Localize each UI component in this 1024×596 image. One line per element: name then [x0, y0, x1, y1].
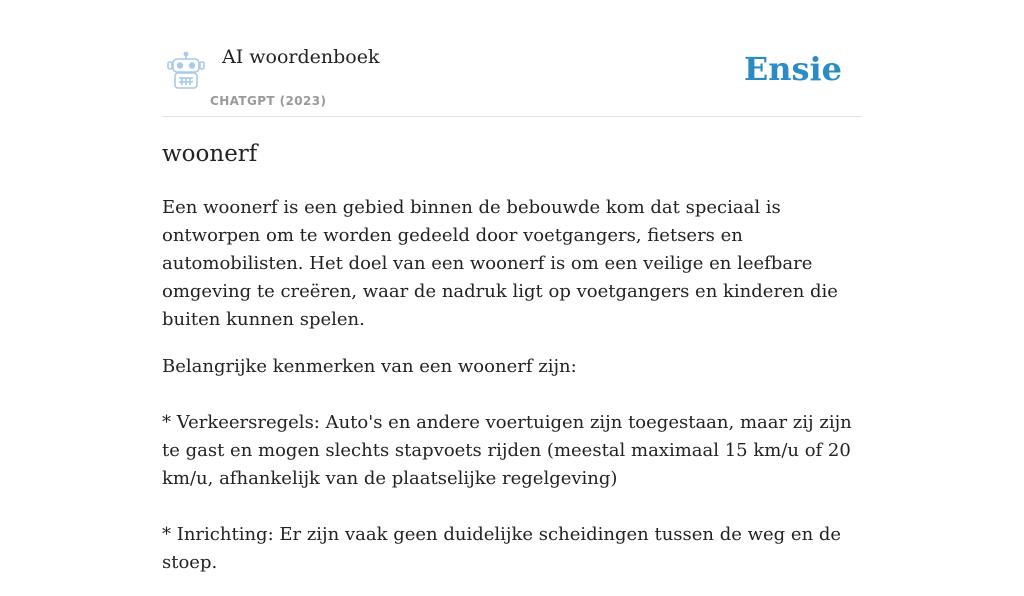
robot-icon — [166, 52, 206, 90]
source-label: CHATGPT (2023) — [210, 94, 327, 108]
dictionary-title[interactable]: AI woordenboek — [222, 46, 380, 68]
features-paragraph: Belangrijke kenmerken van een woonerf zijn: * Verkeersregels: Auto's en andere voertuigen zijn toegestaan, maar zij zijn te gast en mogen slechts stapvoets rijden (meestal maximaal 15 km/u of 20 km/u, afhankelijk van de plaatselijke regelgeving) * Inrichting: Er zijn vaak geen duidelijke scheidingen tussen de weg en de stoep. — [162, 356, 852, 573]
dictionary-header — [162, 40, 862, 117]
definition-paragraph: Een woonerf is een gebied binnen de bebouwde kom dat speciaal is ontworpen om te worden gedeeld door voetgangers, fietsers en automobilisten. Het doel van een woonerf is om een veilige en leefbare omgeving te creëren, waar de nadruk ligt op voetgangers en kinderen die buiten kunnen spelen. — [162, 197, 838, 330]
entry-term: woonerf — [162, 141, 258, 167]
ensie-logo[interactable]: Ensie — [743, 50, 842, 88]
entry-content — [162, 138, 862, 596]
